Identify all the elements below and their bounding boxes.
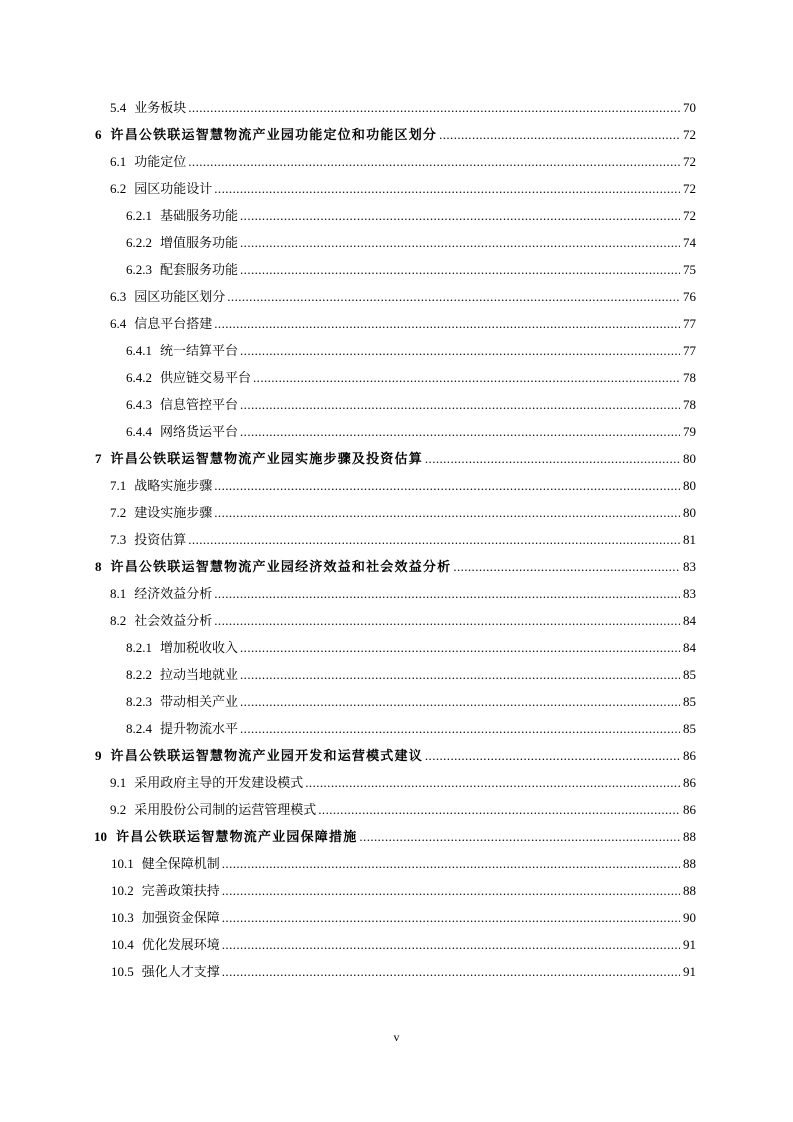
toc-leader-dots [222,931,680,958]
toc-entry-text: 强化人才支撑 [141,964,220,979]
toc-entry-title [111,904,220,931]
toc-entry-title [110,148,186,175]
toc-entry-number: 9.2 [110,802,127,817]
toc-entry-text: 建设实施步骤 [134,505,213,520]
toc-leader-dots [222,958,680,985]
toc-page-number: 75 [683,262,696,277]
toc-entry-text: 基础服务功能 [160,208,239,223]
toc-leader-dots [240,337,680,364]
toc-entry-text: 经济效益分析 [134,586,213,601]
toc-leader-dots [439,121,680,148]
toc-leader-dots [214,472,680,499]
toc-entry-title [110,796,316,823]
toc-page-number: 91 [683,937,696,952]
toc-subentry[interactable] [0,661,793,688]
toc-entry[interactable] [0,472,793,499]
toc-entry-number: 8.2.2 [126,667,152,682]
toc-entry[interactable] [0,310,793,337]
toc-entry-title [126,418,238,445]
toc-entry-title [126,202,238,229]
toc-entry-number: 6.4.2 [126,370,152,385]
toc-entry-text: 战略实施步骤 [134,478,213,493]
toc-entry-title [110,769,303,796]
toc-page-number: 72 [683,208,696,223]
toc-leader-dots [227,283,680,310]
toc-leader-dots [222,904,680,931]
toc-entry-number: 6.4.4 [126,424,152,439]
toc-entry-number: 8.2.4 [126,721,152,736]
toc-leader-dots [188,94,680,121]
toc-entry-number: 6.2.1 [126,208,152,223]
toc-page-number: 70 [683,100,696,115]
toc-entry-number: 6.4 [110,316,127,331]
toc-page-number: 83 [683,586,696,601]
toc-leader-dots [425,742,680,769]
toc-page-number: 90 [683,910,696,925]
toc-subentry[interactable] [0,364,793,391]
toc-entry-number: 6.2.3 [126,262,152,277]
toc-entry-title [110,472,212,499]
toc-entry-number: 10.2 [111,883,134,898]
toc-entry-text: 提升物流水平 [160,721,239,736]
toc-page-number: 85 [683,694,696,709]
toc-entry-number: 7 [95,451,102,466]
toc-page-number: 88 [683,856,696,871]
toc-leader-dots [214,580,680,607]
toc-leader-dots [359,823,680,850]
toc-subentry[interactable] [0,688,793,715]
toc-chapter-entry[interactable] [0,553,793,580]
toc-entry-number: 7.1 [110,478,127,493]
toc-page-number: 91 [683,964,696,979]
toc-entry-text: 拉动当地就业 [160,667,239,682]
toc-leader-dots [253,364,680,391]
toc-entry-number: 8 [95,559,102,574]
toc-entry[interactable] [0,904,793,931]
toc-entry-number: 8.2.1 [126,640,152,655]
toc-entry-number: 6 [95,127,102,142]
toc-entry-number: 5.4 [110,100,127,115]
toc-leader-dots [222,877,680,904]
toc-entry-number: 7.3 [110,532,127,547]
toc-entry-text: 功能定位 [134,154,187,169]
toc-entry-title [110,283,225,310]
toc-leader-dots [188,148,680,175]
toc-page-number: 88 [683,829,696,844]
toc-entry-title [126,337,238,364]
toc-page-number: 85 [683,667,696,682]
toc-subentry[interactable] [0,256,793,283]
toc-entry-number: 10.4 [111,937,134,952]
toc-page-number: 78 [683,370,696,385]
toc-entry-text: 许昌公铁联运智慧物流产业园功能定位和功能区划分 [110,127,438,142]
toc-subentry[interactable] [0,391,793,418]
toc-page-number: 80 [683,478,696,493]
toc-entry-title [110,175,212,202]
toc-entry-title [110,310,212,337]
toc-entry-text: 完善政策扶持 [141,883,220,898]
toc-entry-number: 10.5 [111,964,134,979]
toc-entry[interactable] [0,769,793,796]
toc-entry-number: 8.2.3 [126,694,152,709]
toc-leader-dots [240,418,680,445]
toc-entry-title [126,256,238,283]
toc-entry[interactable] [0,526,793,553]
toc-subentry[interactable] [0,634,793,661]
toc-entry-text: 业务板块 [134,100,187,115]
toc-entry-text: 许昌公铁联运智慧物流产业园开发和运营模式建议 [110,748,423,763]
toc-entry-number: 6.2.2 [126,235,152,250]
toc-leader-dots [188,526,680,553]
toc-entry-text: 采用政府主导的开发建设模式 [134,775,304,790]
toc-leader-dots [240,688,680,715]
toc-entry[interactable] [0,580,793,607]
toc-entry[interactable] [0,148,793,175]
toc-entry-number: 8.2 [110,613,127,628]
toc-leader-dots [240,715,680,742]
toc-entry[interactable] [0,499,793,526]
toc-entry-number: 10.3 [111,910,134,925]
toc-entry[interactable] [0,931,793,958]
toc-entry-title [94,823,357,850]
toc-page-number: 80 [683,505,696,520]
toc-leader-dots [240,634,680,661]
toc-entry-title [126,634,238,661]
toc-entry-number: 6.4.3 [126,397,152,412]
toc-entry-number: 6.3 [110,289,127,304]
toc-entry-number: 10 [94,829,107,844]
toc-leader-dots [214,175,680,202]
toc-entry-number: 7.2 [110,505,127,520]
toc-entry[interactable] [0,877,793,904]
toc-entry-title [126,715,238,742]
toc-page-number: 84 [683,640,696,655]
toc-entry-text: 统一结算平台 [160,343,239,358]
toc-leader-dots [240,202,680,229]
toc-entry-text: 信息平台搭建 [134,316,213,331]
toc-entry[interactable] [0,850,793,877]
toc-page-number: 85 [683,721,696,736]
toc-leader-dots [318,796,680,823]
table-of-contents [0,94,793,985]
toc-chapter-entry[interactable] [0,445,793,472]
toc-entry-text: 配套服务功能 [160,262,239,277]
toc-entry-text: 投资估算 [134,532,187,547]
toc-entry-text: 带动相关产业 [160,694,239,709]
toc-chapter-entry[interactable] [0,121,793,148]
toc-page-number: 74 [683,235,696,250]
toc-entry-number: 9 [95,748,102,763]
toc-entry-text: 信息管控平台 [160,397,239,412]
toc-page-number: 83 [683,559,696,574]
toc-entry-title [126,364,251,391]
toc-entry-text: 采用股份公司制的运营管理模式 [134,802,317,817]
toc-leader-dots [222,850,680,877]
toc-leader-dots [453,553,680,580]
toc-entry-text: 供应链交易平台 [160,370,252,385]
toc-entry[interactable] [0,796,793,823]
toc-entry-title [126,661,238,688]
toc-subentry[interactable] [0,229,793,256]
toc-leader-dots [214,607,680,634]
toc-leader-dots [240,391,680,418]
toc-entry[interactable] [0,958,793,985]
toc-entry-text: 优化发展环境 [141,937,220,952]
toc-entry-title [111,931,220,958]
toc-entry-title [95,445,423,472]
toc-entry-title [110,499,212,526]
toc-entry-text: 园区功能设计 [134,181,213,196]
toc-entry-title [95,742,423,769]
toc-page-number: 86 [683,775,696,790]
toc-entry-text: 网络货运平台 [160,424,239,439]
toc-entry-text: 许昌公铁联运智慧物流产业园保障措施 [116,829,358,844]
toc-leader-dots [240,229,680,256]
toc-chapter-entry[interactable] [0,823,793,850]
page-number-footer: v [393,1030,400,1044]
toc-entry-title [110,607,212,634]
toc-entry-number: 6.2 [110,181,127,196]
toc-subentry[interactable] [0,715,793,742]
toc-entry[interactable] [0,94,793,121]
toc-entry-number: 9.1 [110,775,127,790]
toc-entry-title [111,958,220,985]
toc-leader-dots [425,445,680,472]
toc-entry-text: 增值服务功能 [160,235,239,250]
toc-page-number: 79 [683,424,696,439]
toc-entry-title [95,553,451,580]
toc-leader-dots [305,769,680,796]
toc-subentry[interactable] [0,337,793,364]
toc-entry-title [110,526,186,553]
toc-entry-text: 园区功能区划分 [134,289,226,304]
toc-entry-title [111,877,220,904]
toc-entry-number: 6.4.1 [126,343,152,358]
toc-entry-title [110,580,212,607]
toc-page-number: 80 [683,451,696,466]
toc-page-number: 81 [683,532,696,547]
toc-chapter-entry[interactable] [0,742,793,769]
toc-entry-text: 社会效益分析 [134,613,213,628]
toc-page-number: 86 [683,748,696,763]
toc-page-number: 76 [683,289,696,304]
toc-entry-title [126,391,238,418]
toc-entry-text: 许昌公铁联运智慧物流产业园经济效益和社会效益分析 [110,559,452,574]
toc-entry-text: 加强资金保障 [141,910,220,925]
toc-entry[interactable] [0,607,793,634]
toc-page-number: 78 [683,397,696,412]
toc-page-number: 72 [683,181,696,196]
toc-entry-text: 许昌公铁联运智慧物流产业园实施步骤及投资估算 [110,451,423,466]
toc-entry[interactable] [0,175,793,202]
toc-entry-number: 10.1 [111,856,134,871]
toc-page-number: 84 [683,613,696,628]
toc-leader-dots [214,310,680,337]
toc-leader-dots [240,256,680,283]
toc-entry-text: 增加税收收入 [160,640,239,655]
toc-entry-title [111,850,220,877]
toc-page-number: 77 [683,316,696,331]
toc-entry[interactable] [0,283,793,310]
toc-subentry[interactable] [0,418,793,445]
toc-leader-dots [240,661,680,688]
toc-entry-title [110,94,186,121]
toc-entry-number: 8.1 [110,586,127,601]
toc-entry-number: 6.1 [110,154,127,169]
toc-entry-title [126,229,238,256]
toc-page-number: 77 [683,343,696,358]
toc-page-number: 72 [683,154,696,169]
toc-entry-title [126,688,238,715]
toc-page-number: 86 [683,802,696,817]
toc-page-number: 88 [683,883,696,898]
toc-leader-dots [214,499,680,526]
toc-entry-text: 健全保障机制 [141,856,220,871]
toc-page-number: 72 [683,127,696,142]
toc-entry-title [95,121,437,148]
toc-subentry[interactable] [0,202,793,229]
